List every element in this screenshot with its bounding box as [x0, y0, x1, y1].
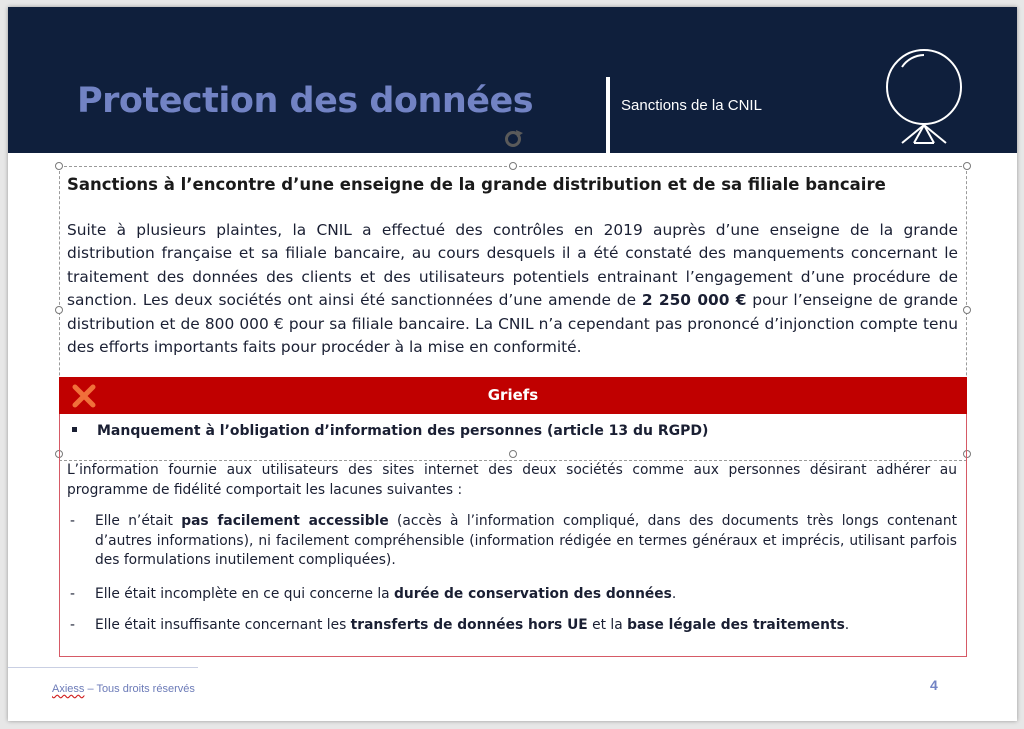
- intro-paragraph[interactable]: Suite à plusieurs plaintes, la CNIL a effectué des contrôles en 2019 auprès d’une enseigne de la grande distribution française et sa filiale bancaire, au cours desquels il a été constaté des manquements concernant le traitement des données des clients et des utilisateurs potentiels entrainant l’engagement d’une procédure de sanction. Les deux sociétés ont ainsi été sanctionnées d’une amende de 2 250 000 € pour l’enseigne de grande distribution et de 800 000 € pour sa filiale bancaire. La CNIL n’a cependant pas prononcé d’injonction compte tenu des efforts importants faits pour procéder à la mise en conformité.: [67, 221, 958, 357]
- fine-amount: 2 250 000 €: [641, 291, 747, 310]
- list-item[interactable]: - Elle était insuffisante concernant les transferts de données hors UE et la base légale des traitements.: [70, 617, 850, 633]
- list-item[interactable]: - Elle était incomplète en ce qui concerne la durée de conservation des données.: [70, 585, 677, 602]
- grief-bullets: [67, 512, 957, 636]
- footer-brand: Axiess: [52, 683, 85, 695]
- grief-item[interactable]: Manquement à l’obligation d’information des personnes (article 13 du RGPD): [67, 423, 957, 439]
- footer-copyright[interactable]: Axiess – Tous droits réservés: [52, 683, 195, 695]
- griefs-label[interactable]: Griefs: [487, 386, 539, 404]
- resize-handle-top[interactable]: [509, 162, 517, 170]
- resize-handle-right[interactable]: [963, 306, 971, 314]
- header-divider: [606, 77, 610, 153]
- page-title[interactable]: Protection des données: [77, 81, 534, 121]
- grief-description[interactable]: L’information fournie aux utilisateurs des sites internet des deux sociétés comme aux personnes désirant adhérer au programme de fidélité comportait les lacunes suivantes :: [67, 462, 957, 498]
- section-title[interactable]: Sanctions à l’encontre d’une enseigne de la grande distribution et de sa filiale bancaire: [67, 175, 886, 194]
- square-bullet-icon: [72, 427, 77, 432]
- rotate-handle-icon[interactable]: [502, 128, 524, 150]
- griefs-header: [59, 377, 967, 414]
- page-number[interactable]: 4: [930, 677, 938, 693]
- resize-handle-top-left[interactable]: [55, 162, 63, 170]
- resize-handle-top-right[interactable]: [963, 162, 971, 170]
- ferris-wheel-outline-icon: [884, 43, 966, 147]
- slide: [8, 7, 1017, 721]
- resize-handle-left[interactable]: [55, 306, 63, 314]
- list-item[interactable]: - Elle n’était pas facilement accessible (accès à l’information compliqué, dans des documents très longs contenant d’autres informations), ni facilement compréhensible (information rédigée en termes généraux et imprécis, utilisant parfois des formulations inutilement compliquées).: [70, 513, 958, 568]
- footer-divider: [8, 667, 198, 668]
- header-subtitle[interactable]: Sanctions de la CNIL: [621, 97, 762, 114]
